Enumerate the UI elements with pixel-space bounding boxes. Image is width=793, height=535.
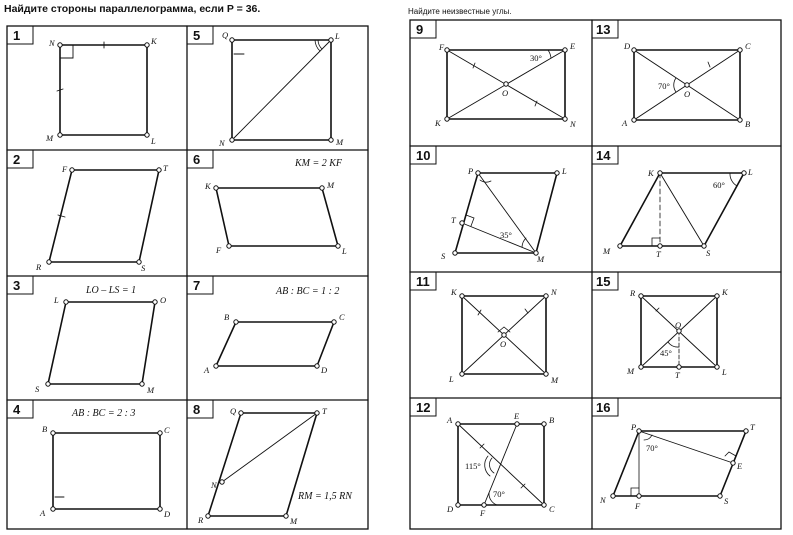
task-4 [13,402,171,519]
vertex-label: M [147,385,155,395]
vertex-label: K [648,168,654,178]
vertex-label: B [549,415,555,425]
vertex-label: S [141,263,146,273]
vertex-label: O [500,339,507,349]
vertex-label: M [603,246,611,256]
vertex-label: Q [230,406,237,416]
vertex-label: T [675,370,680,380]
vertex-label: N [49,38,55,48]
task-number: 16 [596,400,611,415]
vertex-label: C [745,41,751,51]
heading-right: Найдите неизвестные углы. [408,7,512,16]
vertex-label: A [622,118,628,128]
vertex-label: D [164,509,171,519]
angle-label: 60° [713,180,725,190]
vertex-label: M [627,366,635,376]
vertex-label: L [54,295,59,305]
vertex-label: C [164,425,170,435]
vertex-label: N [219,138,225,148]
vertex-label: R [630,288,636,298]
vertex-label: F [439,42,445,52]
task-number: 15 [596,274,611,289]
vertex-label: O [160,295,167,305]
angle-label: 30° [530,53,542,63]
angle-label: 70° [646,443,658,453]
vertex-label: Q [222,30,229,40]
task-number: 8 [193,402,201,417]
vertex-label: L [449,374,454,384]
vertex-label: N [600,495,606,505]
vertex-label: L [748,167,753,177]
vertex-label: B [224,312,230,322]
vertex-label: S [35,384,40,394]
vertex-label: L [342,246,347,256]
task-condition: LO – LS = 1 [86,285,137,296]
task-14 [596,148,753,259]
task-number: 5 [193,28,201,43]
vertex-label: P [631,422,637,432]
task-number: 4 [13,402,21,417]
angle-label: 70° [658,81,670,91]
vertex-label: M [46,133,54,143]
vertex-label: M [336,137,344,147]
task-number: 7 [193,278,201,293]
task-number: 13 [596,22,611,37]
task-6 [193,152,347,256]
number-boxes [7,20,618,418]
vertex-label: D [447,504,454,514]
angle-label: 70° [493,489,505,499]
task-11 [416,274,559,385]
task-condition: KM = 2 KF [295,158,343,169]
task-number: 11 [416,274,430,289]
vertex-label: N [211,480,217,490]
task-8 [193,402,353,526]
vertex-label: S [441,251,446,261]
vertex-label: E [514,411,520,421]
vertex-label: K [205,181,211,191]
task-number: 12 [416,400,431,415]
task-condition: AB : BC = 1 : 2 [276,286,340,297]
vertex-label: M [551,375,559,385]
task-9 [416,22,577,129]
task-5 [193,28,344,148]
vertex-label: L [335,31,340,41]
vertex-label: E [737,461,743,471]
vertex-label: K [151,36,157,46]
vertex-label: M [290,516,298,526]
vertex-label: C [549,504,555,514]
vertex-label: F [62,164,68,174]
task-number: 1 [13,28,21,43]
vertex-label: A [204,365,210,375]
vertex-label: T [750,422,755,432]
task-1 [13,28,158,146]
task-number: 10 [416,148,431,163]
vertex-label: T [163,163,168,173]
task-number: 3 [13,278,21,293]
vertex-label: P [468,166,474,176]
vertex-label: T [322,406,327,416]
vertex-label: E [570,41,576,51]
vertex-label: F [480,508,486,518]
task-13 [596,22,751,129]
task-number: 6 [193,152,201,167]
vertex-label: K [451,287,457,297]
vertex-label: C [339,312,345,322]
vertex-label: L [151,136,156,146]
vertex-label: D [624,41,631,51]
vertex-label: O [502,88,509,98]
vertex-label: K [435,118,441,128]
vertex-label: F [635,501,641,511]
vertex-label: S [706,248,711,258]
vertex-label: T [451,215,456,225]
vertex-label: A [447,415,453,425]
vertex-label: O [675,320,682,330]
vertex-label: K [722,287,728,297]
task-2 [13,152,169,273]
heading-left: Найдите стороны параллелограмма, если P = 36. [4,3,261,15]
vertex-label: F [216,245,222,255]
task-condition: RM = 1,5 RN [298,491,352,502]
vertex-label: B [745,119,751,129]
task-number: 9 [416,22,424,37]
vertex-label: R [36,262,42,272]
vertex-label: T [656,249,661,259]
task-condition: AB : BC = 2 : 3 [72,408,136,419]
task-16 [596,400,756,511]
angle-label: 35° [500,230,512,240]
vertex-label: D [321,365,328,375]
task-10 [416,148,567,264]
vertex-label: N [570,119,576,129]
vertex-label: M [537,254,545,264]
angle-label: 45° [660,348,672,358]
task-12 [416,400,555,518]
vertex-label: L [722,367,727,377]
vertex-label: B [42,424,48,434]
task-number: 14 [596,148,611,163]
vertex-label: R [198,515,204,525]
vertex-label: S [724,496,729,506]
vertex-label: O [684,89,691,99]
task-7 [193,278,345,375]
vertex-label: M [327,180,335,190]
vertex-label: N [551,287,557,297]
task-3 [13,278,166,395]
task-number: 2 [13,152,21,167]
angle-label: 115° [465,461,481,471]
vertex-label: A [40,508,46,518]
vertex-label: L [562,166,567,176]
